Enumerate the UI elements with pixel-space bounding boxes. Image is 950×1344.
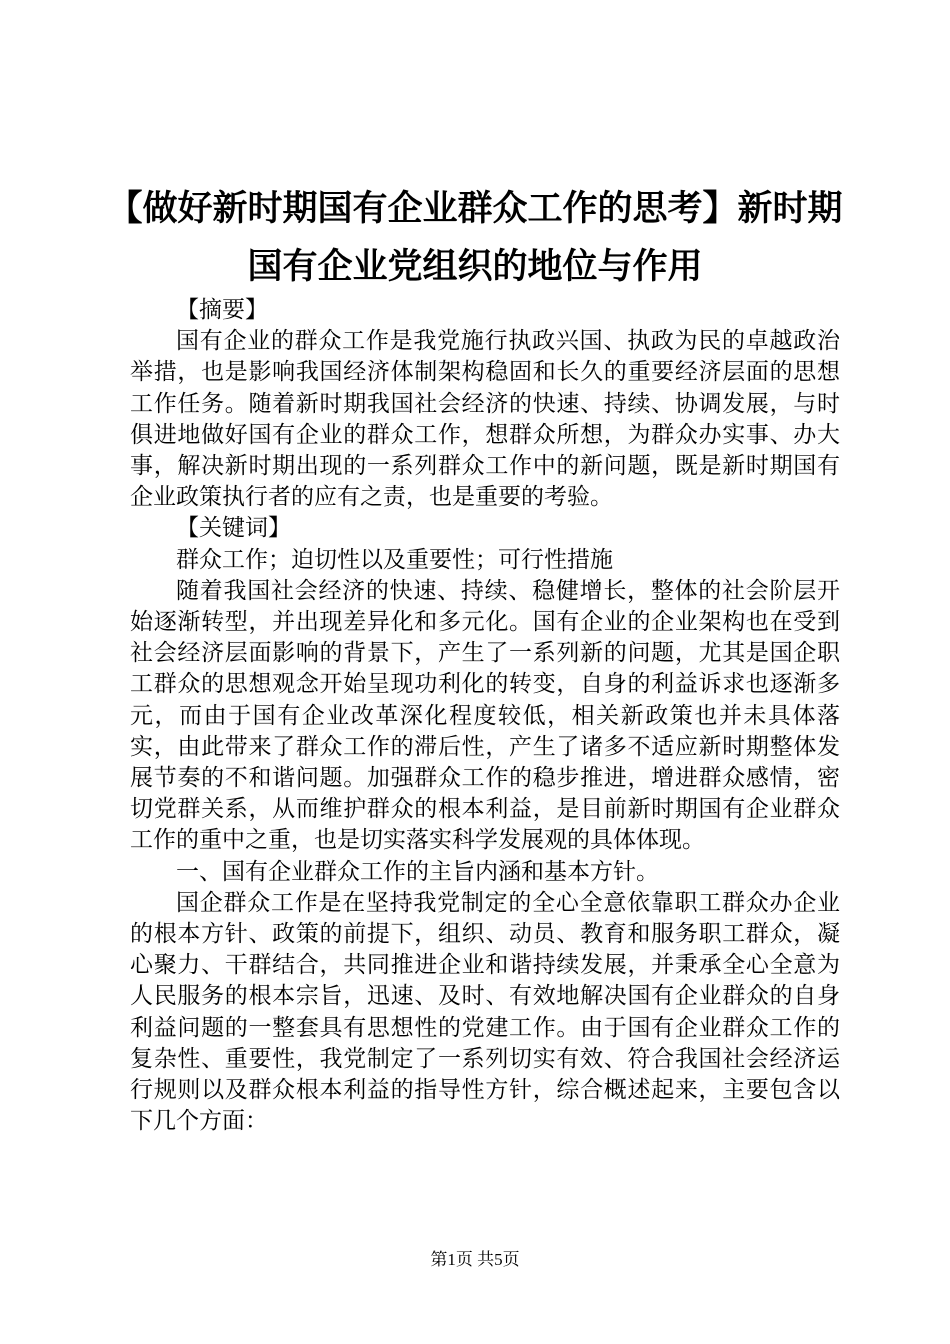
section-heading-1: 一、国有企业群众工作的主旨内涵和基本方针。 — [176, 858, 659, 885]
document-title: 【做好新时期国有企业群众工作的思考】新时期国有企业党组织的地位与作用 — [107, 189, 843, 287]
keywords-paragraph: 群众工作；迫切性以及重要性；可行性措施 — [176, 546, 613, 573]
abstract-heading: 【摘要】 — [176, 297, 268, 323]
body-paragraph-1: 随着我国社会经济的快速、持续、稳健增长，整体的社会阶层开始逐渐转型，并出现差异化和多元化。国有企业的企业架构也在受到社会经济层面影响的背景下，产生了一系列新的问题，尤其是国企职工群众的思想观念开始呈现功利化的转变，自身的利益诉求也逐渐多元，而由于国有企业改革深化程度较低，相关新政策也并未具体落实，由此带来了群众工作的滞后性，产生了诸多不适应新时期整体发展节奏的不和谐问题。加强群众工作的稳步推进，增进群众感情，密切党群关系，从而维护群众的根本利益，是目前新时期国有企业群众工作的重中之重，也是切实落实科学发展观的具体体现。 — [130, 577, 840, 854]
page-number-footer: 第1页 共5页 — [430, 1250, 520, 1269]
document-body — [130, 295, 840, 1137]
keywords-heading: 【关键词】 — [176, 515, 291, 542]
abstract-paragraph: 国有企业的群众工作是我党施行执政兴国、执政为民的卓越政治举措，也是影响我国经济体制架构稳固和长久的重要经济层面的思想工作任务。随着新时期我国社会经济的快速、持续、协调发展，与时俱进地做好国有企业的群众工作，想群众所想，为群众办实事、办大事，解决新时期出现的一系列群众工作中的新问题，既是新时期国有企业政策执行者的应有之责，也是重要的考验。 — [130, 328, 840, 511]
body-paragraph-2: 国企群众工作是在坚持我党制定的全心全意依靠职工群众办企业的根本方针、政策的前提下，组织、动员、教育和服务职工群众，凝心聚力、干群结合，共同推进企业和谐持续发展，并秉承全心全意为人民服务的根本宗旨，迅速、及时、有效地解决国有企业群众的自身利益问题的一整套具有思想性的党建工作。由于国有企业群众工作的复杂性、重要性，我党制定了一系列切实有效、符合我国社会经济运行规则以及群众根本利益的指导性方针，综合概述起来，主要包含以下几个方面： — [130, 889, 840, 1135]
